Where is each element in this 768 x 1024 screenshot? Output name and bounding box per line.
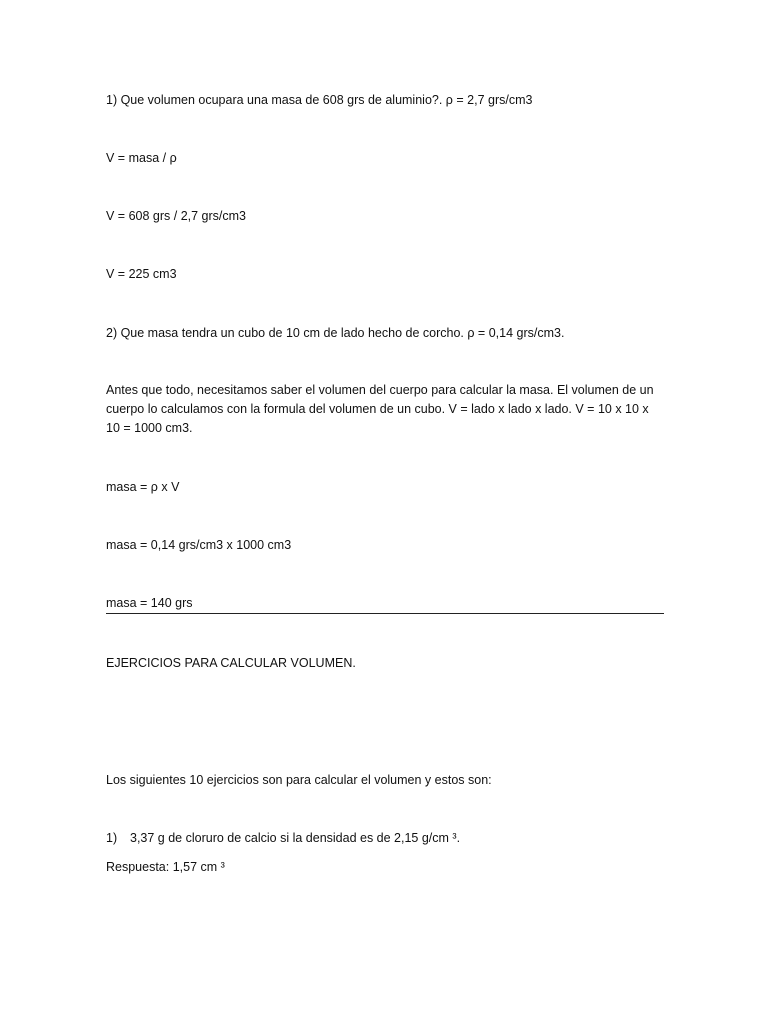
problem-1-substitution: V = 608 grs / 2,7 grs/cm3 xyxy=(106,209,246,223)
problem-2-question: 2) Que masa tendra un cubo de 10 cm de lado hecho de corcho. ρ = 0,14 grs/cm3. xyxy=(106,326,565,340)
exercise-1-item xyxy=(106,829,460,848)
problem-2-result: masa = 140 grs xyxy=(106,596,193,610)
explanation-line: cuerpo lo calculamos con la formula del volumen de un cubo. V = lado x lado x lado. V = 10 x 10 x xyxy=(106,402,649,416)
problem-1-question: 1) Que volumen ocupara una masa de 608 grs de aluminio?. ρ = 2,7 grs/cm3 xyxy=(106,93,533,107)
problem-1-result: V = 225 cm3 xyxy=(106,267,177,281)
exercise-number: 1) xyxy=(106,831,118,845)
horizontal-divider xyxy=(106,613,664,614)
exercise-1-answer: Respuesta: 1,57 cm ³ xyxy=(106,860,225,874)
explanation-line: 10 = 1000 cm3. xyxy=(106,421,193,435)
explanation-line: Antes que todo, necesitamos saber el volumen del cuerpo para calcular la masa. El volumen de un xyxy=(106,383,654,397)
problem-2-substitution: masa = 0,14 grs/cm3 x 1000 cm3 xyxy=(106,538,292,552)
problem-2-formula: masa = ρ x V xyxy=(106,480,180,494)
problem-2-explanation xyxy=(106,381,666,438)
section-heading: EJERCICIOS PARA CALCULAR VOLUMEN. xyxy=(106,656,356,670)
section-intro: Los siguientes 10 ejercicios son para calcular el volumen y estos son: xyxy=(106,773,492,787)
exercise-text: 3,37 g de cloruro de calcio si la densidad es de 2,15 g/cm ³. xyxy=(130,831,461,845)
problem-1-formula: V = masa / ρ xyxy=(106,151,177,165)
